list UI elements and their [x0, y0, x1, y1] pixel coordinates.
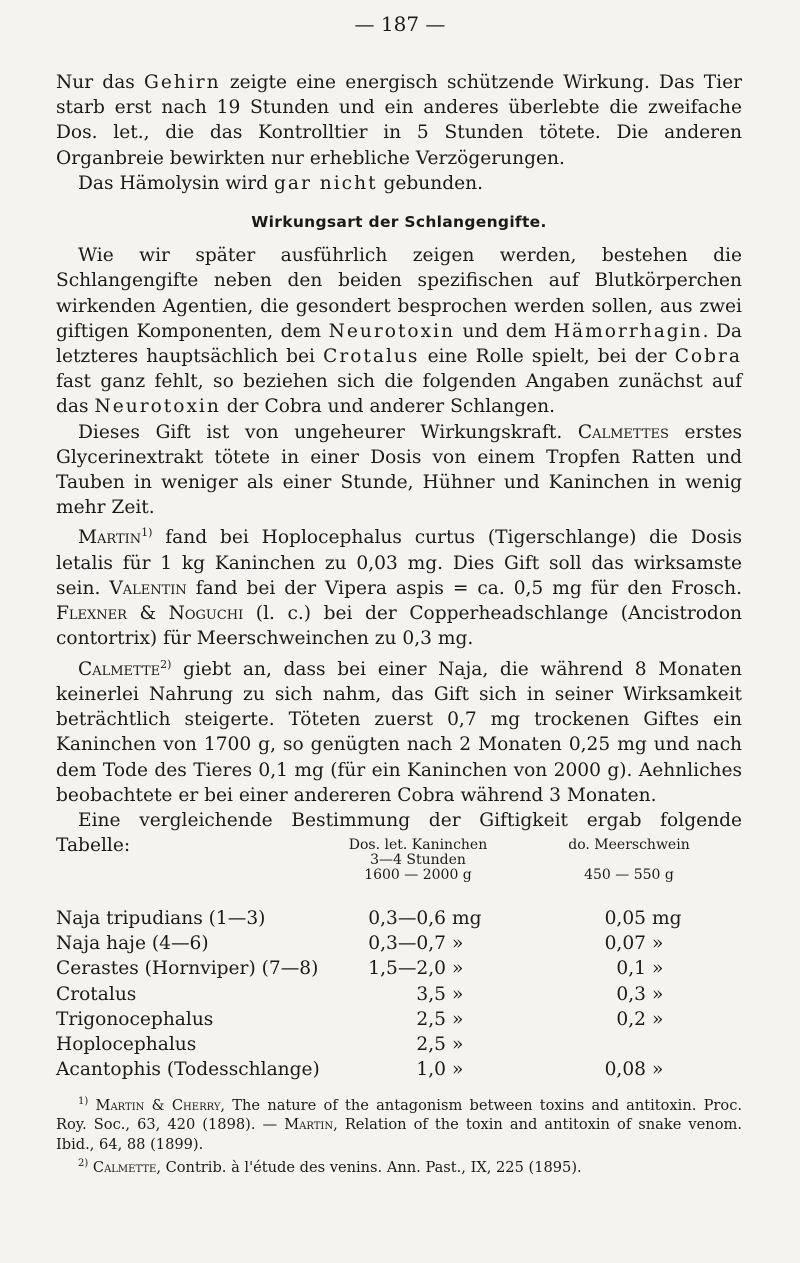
paragraph-calmette-extract	[56, 420, 742, 521]
author-name: Martin & Cherry	[95, 1096, 221, 1114]
paragraph-martin	[56, 520, 742, 651]
rabbit-unit: »	[452, 1008, 464, 1030]
rabbit-dose: 2,5	[416, 1008, 446, 1030]
text: und dem	[455, 320, 554, 342]
header-line: 1600 — 2000 g	[364, 867, 472, 883]
emphasis-text: gar nicht	[273, 172, 378, 194]
guinea-pig-dose: 0,3	[616, 983, 646, 1005]
species-name: Naja tripudians (1—3)	[56, 908, 266, 929]
guinea-pig-dose: 0,07	[604, 933, 646, 955]
species-name: Hoplocephalus	[56, 1033, 197, 1055]
header-line: do. Meerschwein	[568, 837, 690, 853]
text: , Relation of the toxin and antitoxin of snake venom. Ibid., 64, 88 (1899).	[56, 1116, 742, 1153]
text: , The nature of the antagonism between toxins and antitoxin. Proc. Roy. Soc., 63, 420 (1898). —	[56, 1096, 743, 1134]
text: gebunden.	[377, 172, 484, 194]
guinea-pig-unit: mg	[652, 908, 682, 929]
text: erstes Glycerinextrakt tötete in einer Dosis von einem Tropfen Ratten und Tauben in weniger als einer Stunde, Hühner und Kaninchen in wenig mehr Zeit.	[56, 421, 742, 519]
author-name: Martin	[78, 527, 142, 549]
species-name: Crotalus	[56, 983, 137, 1005]
guinea-pig-dose: 0,1	[616, 958, 646, 980]
text: fast ganz fehlt, so beziehen sich die folgenden Angaben zunächst auf das	[56, 371, 742, 418]
footnote-ref: 2)	[160, 657, 172, 671]
text: eine Rolle spielt, bei der	[419, 346, 675, 368]
guinea-pig-unit: »	[652, 1008, 664, 1030]
footnote-1	[56, 1092, 742, 1154]
table-header	[56, 838, 746, 906]
paragraph-table-intro: Eine vergleichende Bestimmung der Giftigkeit ergab folgende Tabelle:	[56, 810, 742, 857]
table-row	[56, 982, 746, 1007]
species-name: Trigonocephalus	[56, 1008, 214, 1030]
rabbit-unit: »	[452, 983, 464, 1005]
rabbit-dose: 1,0	[416, 1059, 446, 1081]
emphasis-text: Hämorrhagin	[553, 320, 703, 342]
guinea-pig-dose: 0,2	[616, 1008, 646, 1030]
table-row	[56, 1057, 746, 1082]
text: giebt an, dass bei einer Naja, die während 8 Monaten keinerlei Nahrung zu sich nahm, das Gift sich in seiner Wirksamkeit beträchtlich steigerte. Töteten zuerst 0,7 mg trockenen Giftes ein Kaninchen von 1700 g, so genügten nach 2 Monaten 0,25 mg und nach dem Tode des Tieres 0,1 mg (für ein Kaninchen von 2000 g). Aehnliches beobachtete er bei einer andereren Cobra während 3 Monaten.	[56, 658, 742, 806]
rabbit-unit: »	[452, 1059, 464, 1081]
header-line: Dos. let. Kaninchen	[348, 837, 488, 853]
guinea-pig-unit: »	[652, 958, 664, 980]
footnote-2	[56, 1154, 742, 1177]
guinea-pig-unit: »	[652, 1059, 664, 1081]
rabbit-unit: »	[452, 933, 464, 955]
footnote-number: 1)	[78, 1096, 89, 1107]
text: Wie wir später ausführlich zeigen werden, bestehen die Schlangengifte neben den beiden spezifischen auf Blutkörperchen wirkenden Agentien, die gesondert besprochen werden sollen, aus zwei giftigen Komponenten, dem	[56, 245, 742, 342]
paragraph-brain	[56, 70, 742, 171]
footnote-number: 2)	[78, 1158, 89, 1170]
table-row	[56, 931, 746, 956]
emphasis-text: Gehirn	[144, 72, 221, 93]
species-name: Naja haje (4—6)	[56, 933, 209, 955]
rabbit-dose: 0,3—0,6	[368, 908, 446, 929]
paragraph-components	[56, 243, 742, 419]
text: fand bei Hoplocephalus curtus (Tigerschlange) die Dosis letalis für 1 kg Kaninchen zu 0,03 mg. Dies Gift soll das wirksamste sein.	[56, 527, 742, 600]
rabbit-dose: 3,5	[416, 983, 446, 1005]
text: der Cobra und anderer Schlangen.	[220, 396, 556, 418]
rabbit-dose: 1,5—2,0	[368, 958, 446, 980]
table-body	[56, 906, 746, 1082]
author-name: Valentin	[109, 578, 187, 600]
guinea-pig-dose: 0,05	[604, 908, 646, 929]
text: Nur das	[56, 72, 144, 93]
footnote-ref: 1)	[141, 526, 153, 540]
author-name: Flexner & Noguchi	[56, 603, 244, 625]
species-name: Cerastes (Hornviper) (7—8)	[56, 958, 319, 980]
paragraph-hemolysin	[56, 171, 742, 196]
species-name: Acantophis (Todesschlange)	[56, 1059, 320, 1081]
table-row	[56, 1007, 746, 1032]
text: Dieses Gift ist von ungeheurer Wirkungskraft.	[78, 421, 578, 443]
author-name: Calmettes	[577, 421, 669, 443]
rabbit-dose: 2,5	[416, 1033, 446, 1055]
guinea-pig-unit: »	[652, 933, 664, 955]
emphasis-text: Neurotoxin	[94, 396, 221, 418]
rabbit-unit: »	[452, 958, 464, 980]
footnotes	[56, 1092, 742, 1178]
column-header-rabbit	[318, 838, 518, 883]
emphasis-text: Cobra	[674, 346, 742, 368]
author-name: Calmette	[78, 658, 161, 680]
rabbit-dose: 0,3—0,7	[368, 933, 446, 955]
text: , Contrib. à l'étude des venins. Ann. Past., IX, 225 (1895).	[156, 1159, 582, 1177]
guinea-pig-unit: »	[652, 983, 664, 1005]
guinea-pig-dose: 0,08	[604, 1059, 646, 1081]
column-header-guinea-pig	[514, 838, 744, 883]
text: (l. c.) bei der Copperheadschlange (Ancistrodon contortrix) für Meerschweinchen zu 0,3 mg.	[56, 603, 742, 650]
page-number: — 187 —	[354, 12, 446, 36]
section-heading: Wirkungsart der Schlangengifte.	[251, 213, 547, 232]
emphasis-text: Crotalus	[323, 346, 420, 368]
header-line: 3—4 Stunden	[370, 852, 466, 868]
text: Das Hämolysin wird	[78, 172, 274, 194]
header-line	[514, 853, 744, 868]
toxicity-table	[56, 838, 746, 1082]
text: . Da letzteres hauptsächlich bei	[56, 320, 742, 368]
rabbit-unit: mg	[452, 908, 482, 929]
text: zeigte eine energisch schützende Wirkung. Das Tier starb erst nach 19 Stunden und ein anderes überlebte die zweifache Dos. let., die das Kontrolltier in 5 Stunden tötete. Die anderen Organbreie bewirkten nur erhebliche Verzögerungen.	[56, 72, 742, 169]
emphasis-text: Neurotoxin	[328, 320, 456, 342]
table-row	[56, 956, 746, 981]
text: fand bei der Vipera aspis = ca. 0,5 mg für den Frosch.	[186, 578, 742, 600]
header-line: 450 — 550 g	[584, 867, 674, 883]
author-name: Martin	[284, 1116, 334, 1134]
author-name: Calmette	[92, 1159, 157, 1177]
body-text	[56, 70, 742, 858]
table-row	[56, 906, 746, 931]
paragraph-calmette-naja	[56, 652, 742, 808]
rabbit-unit: »	[452, 1033, 464, 1055]
table-row	[56, 1032, 746, 1057]
